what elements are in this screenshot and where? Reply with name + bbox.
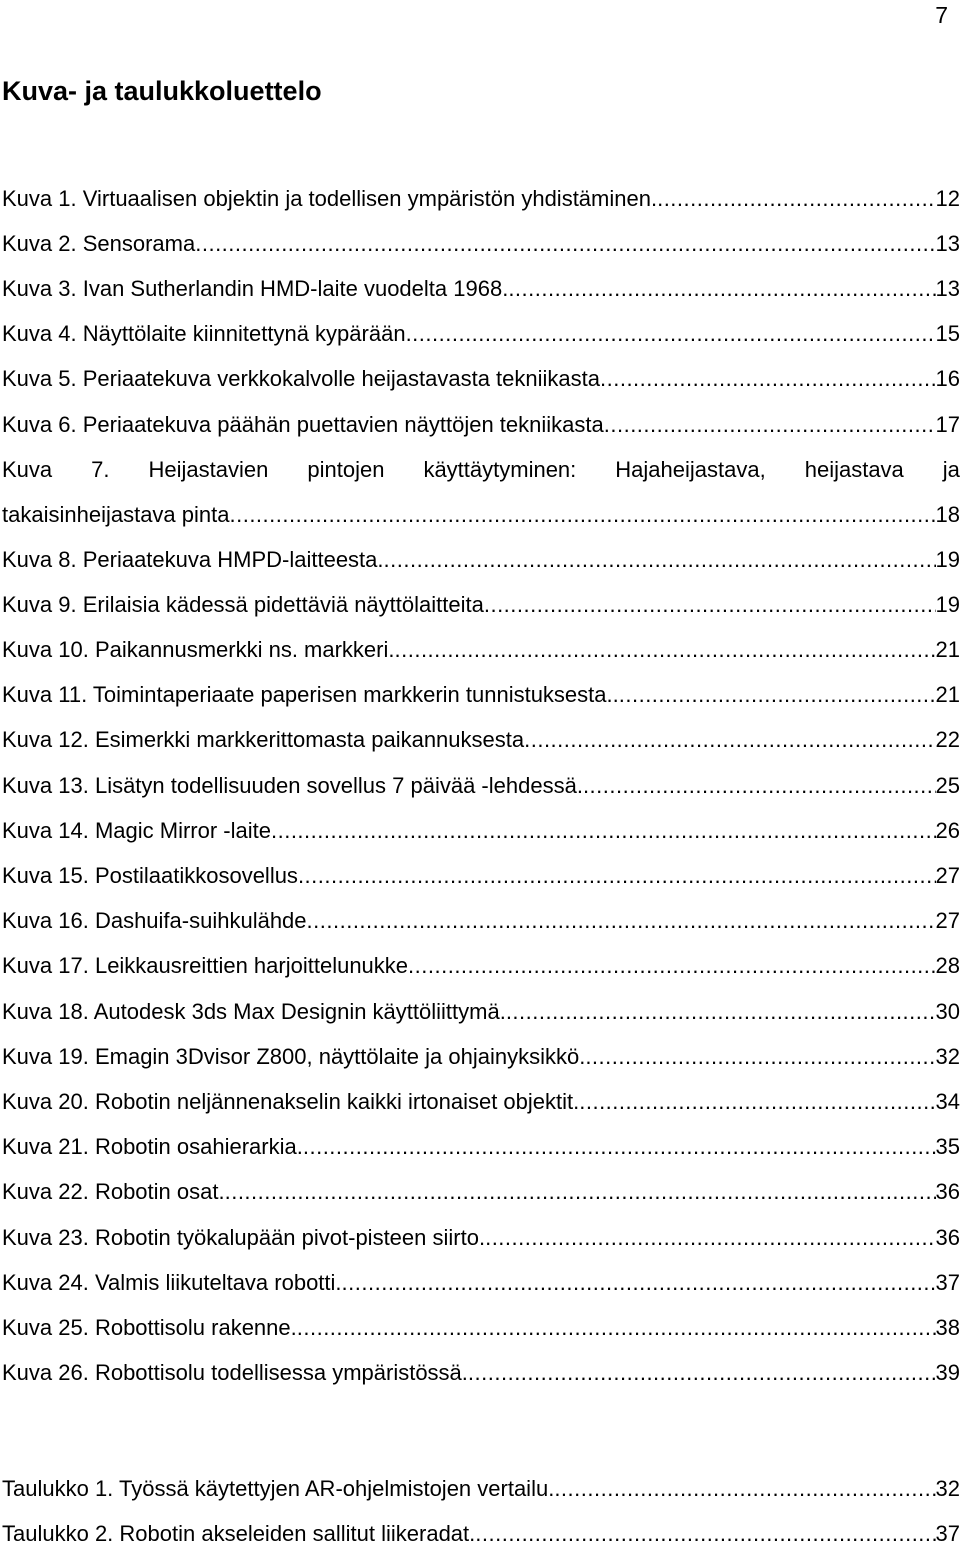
toc-entry-page: 22 <box>935 727 960 753</box>
toc-entry-label: Kuva 4. Näyttölaite kiinnitettynä kypärään <box>2 321 406 347</box>
toc-entry-label: Kuva 13. Lisätyn todellisuuden sovellus 7 päivää -lehdessä. <box>2 772 583 798</box>
toc-entry[interactable] <box>2 402 960 447</box>
toc-entry-label: Kuva 2. Sensorama <box>2 230 196 256</box>
toc-entry-label: Kuva 3. Ivan Sutherlandin HMD-laite vuodelta 1968. <box>2 275 509 301</box>
toc-entry-label-line1 <box>2 447 960 492</box>
toc-entry-page: 18 <box>935 501 960 527</box>
leader-dots <box>298 863 936 889</box>
toc-entry[interactable] <box>2 357 960 402</box>
leader-dots <box>579 1089 935 1115</box>
toc-entry[interactable] <box>2 1170 960 1215</box>
toc-entry[interactable] <box>2 582 960 627</box>
leader-dots <box>468 1360 936 1386</box>
toc-entry-label: Kuva 1. Virtuaalisen objektin ja todellisen ympäristön yhdistäminen. <box>2 185 658 211</box>
leader-dots <box>619 682 936 708</box>
toc-entry[interactable] <box>2 221 960 266</box>
toc-entry-label: Kuva 16. Dashuifa-suihkulähde <box>2 908 307 934</box>
toc-entry[interactable] <box>2 808 960 853</box>
toc-entry-word: käyttäytyminen: <box>423 456 577 482</box>
leader-dots <box>408 953 935 979</box>
toc-entry-page: 19 <box>935 591 960 617</box>
leader-dots <box>229 502 935 528</box>
toc-entry[interactable] <box>2 944 960 989</box>
toc-entry-label: Kuva 11. Toimintaperiaate paperisen markkerin tunnistuksesta.. <box>2 682 619 708</box>
toc-entry-label: Kuva 15. Postilaatikkosovellus <box>2 863 298 889</box>
toc-entry-page: 12 <box>935 185 960 211</box>
toc-entry[interactable] <box>2 763 960 808</box>
toc-entry-label: Kuva 22. Robotin osat. <box>2 1179 225 1205</box>
leader-dots <box>271 818 936 844</box>
leader-dots <box>585 1044 935 1070</box>
toc-entry[interactable] <box>2 537 960 582</box>
toc-entry[interactable] <box>2 1466 960 1511</box>
toc-entry-page: 21 <box>935 637 960 663</box>
toc-entry-label: Kuva 8. Periaatekuva HMPD-laitteesta. <box>2 546 384 572</box>
toc-entry-page: 30 <box>935 998 960 1024</box>
toc-entry-word: Kuva <box>2 456 53 482</box>
toc-entry-page: 32 <box>935 1043 960 1069</box>
toc-entry-page: 36 <box>935 1224 960 1250</box>
toc-entry-label: Taulukko 2. Robotin akseleiden sallitut liikeradat. <box>2 1520 476 1546</box>
leader-dots <box>657 186 935 212</box>
toc-entry[interactable] <box>2 853 960 898</box>
toc-entry-page: 34 <box>935 1088 960 1114</box>
toc-entry-label: Kuva 5. Periaatekuva verkkokalvolle heijastavasta tekniikasta <box>2 366 600 392</box>
toc-entry-label: Kuva 18. Autodesk 3ds Max Designin käyttöliittymä. <box>2 998 506 1024</box>
leader-dots <box>524 727 935 753</box>
toc-entry-label: Kuva 9. Erilaisia kädessä pidettäviä näyttölaitteita <box>2 591 484 617</box>
toc-entry[interactable] <box>2 1125 960 1170</box>
toc-entry-word: Heijastavien <box>148 456 269 482</box>
toc-entry[interactable] <box>2 673 960 718</box>
toc-entry-page: 25 <box>935 772 960 798</box>
toc-entry-page: 17 <box>935 411 960 437</box>
leader-dots <box>406 321 936 347</box>
toc-entry-word: pintojen <box>307 456 385 482</box>
toc-entry-page: 38 <box>935 1314 960 1340</box>
leader-dots <box>506 999 936 1025</box>
leader-dots <box>395 637 936 663</box>
leader-dots <box>583 773 936 799</box>
toc-entry[interactable] <box>2 266 960 311</box>
toc-entry[interactable] <box>2 718 960 763</box>
leader-dots <box>297 1315 936 1341</box>
figure-list <box>2 176 960 1396</box>
leader-dots <box>303 1134 936 1160</box>
leader-dots <box>195 231 935 257</box>
toc-entry[interactable] <box>2 1305 960 1350</box>
leader-dots <box>554 1476 935 1502</box>
leader-dots <box>484 592 936 618</box>
toc-entry-page: 37 <box>935 1269 960 1295</box>
toc-entry[interactable] <box>2 1260 960 1305</box>
toc-entry-label: Kuva 12. Esimerkki markkerittomasta paikannuksesta <box>2 727 525 753</box>
toc-entry-label: Kuva 20. Robotin neljännenakselin kaikki irtonaiset objektit. <box>2 1088 580 1114</box>
toc-entry-page: 39 <box>935 1360 960 1386</box>
toc-entry-page: 21 <box>935 682 960 708</box>
toc-entry[interactable] <box>2 1511 960 1556</box>
page-title: Kuva- ja taulukkoluettelo <box>2 76 322 106</box>
leader-dots <box>307 908 936 934</box>
toc-entry-label-line2 <box>2 492 960 537</box>
toc-entry-page: 28 <box>935 953 960 979</box>
toc-entry-page: 13 <box>935 230 960 256</box>
toc-entry-word: ja <box>942 456 960 482</box>
toc-entry-page: 32 <box>935 1475 960 1501</box>
toc-entry-page: 27 <box>935 908 960 934</box>
toc-entry-label: Kuva 17. Leikkausreittien harjoittelunukke <box>2 953 409 979</box>
toc-entry[interactable] <box>2 176 960 221</box>
toc-entry-word: heijastava <box>804 456 904 482</box>
leader-dots <box>225 1179 936 1205</box>
toc-entry-label: Kuva 23. Robotin työkalupään pivot-pisteen siirto. <box>2 1224 486 1250</box>
toc-entry-label: Kuva 14. Magic Mirror -laite <box>2 817 271 843</box>
toc-entry-page: 37 <box>935 1520 960 1546</box>
toc-entry-label: Kuva 10. Paikannusmerkki ns. markkeri. <box>2 637 395 663</box>
toc-entry-page: 19 <box>935 546 960 572</box>
toc-entry-label: Kuva 25. Robottisolu rakenne. <box>2 1314 297 1340</box>
leader-dots <box>508 276 935 302</box>
toc-entry-label: Kuva 21. Robotin osahierarkia. <box>2 1134 303 1160</box>
toc-entry-multiline[interactable] <box>2 447 960 537</box>
toc-entry[interactable] <box>2 312 960 357</box>
toc-entry-page: 26 <box>935 817 960 843</box>
leader-dots <box>604 412 936 438</box>
toc-entry-word: 7. <box>91 456 110 482</box>
toc-entry-label: Taulukko 1. Työssä käytettyjen AR-ohjelmistojen vertailu. <box>2 1475 555 1501</box>
toc-entry-page: 15 <box>935 321 960 347</box>
toc-entry-label: Kuva 26. Robottisolu todellisessa ympäristössä. <box>2 1360 468 1386</box>
leader-dots <box>342 1270 936 1296</box>
toc-entry[interactable] <box>2 1351 960 1396</box>
toc-entry-page: 13 <box>935 275 960 301</box>
page-number: 7 <box>935 2 948 28</box>
toc-entry-word: Hajaheijastava, <box>615 456 766 482</box>
toc-entry-page: 36 <box>935 1179 960 1205</box>
toc-entry[interactable] <box>2 899 960 944</box>
toc-entry[interactable] <box>2 989 960 1034</box>
leader-dots <box>384 547 936 573</box>
toc-entry-page: 27 <box>935 863 960 889</box>
toc-entry[interactable] <box>2 1079 960 1124</box>
toc-entry-page: 35 <box>935 1134 960 1160</box>
toc-entry-label: takaisinheijastava pinta <box>2 501 230 527</box>
toc-entry-label: Kuva 19. Emagin 3Dvisor Z800, näyttölaite ja ohjainyksikkö. <box>2 1043 586 1069</box>
toc-entry[interactable] <box>2 628 960 673</box>
toc-entry[interactable] <box>2 1215 960 1260</box>
toc-entry-label: Kuva 24. Valmis liikuteltava robotti. <box>2 1269 342 1295</box>
toc-entry[interactable] <box>2 1034 960 1079</box>
toc-entry-page: 16 <box>935 366 960 392</box>
leader-dots <box>485 1225 935 1251</box>
leader-dots <box>600 366 936 392</box>
toc-entry-label: Kuva 6. Periaatekuva päähän puettavien näyttöjen tekniikasta <box>2 411 604 437</box>
